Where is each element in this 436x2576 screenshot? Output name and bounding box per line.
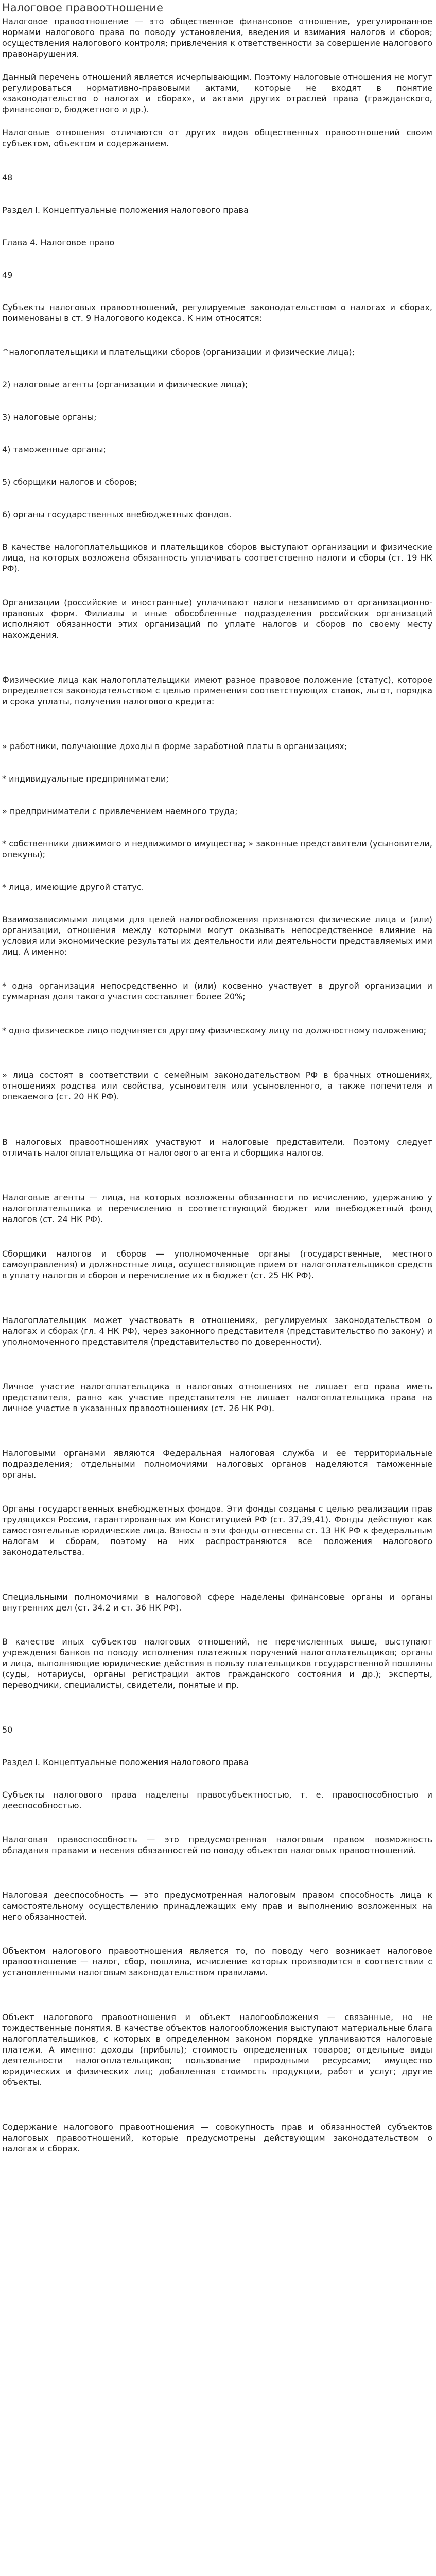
- paragraph: Налогоплательщик может участвовать в отношениях, регулируемых законодательством о налогах и сборах (гл. 4 НК РФ), через законного представителя (представительство по закону) и уполномоченного представителя (представительство по доверенности).: [2, 1315, 432, 1347]
- list-item: 2) налоговые агенты (организации и физические лица);: [2, 380, 248, 389]
- paragraph: В качестве иных субъектов налоговых отношений, не перечисленных выше, выступают учреждения банков по поводу исполнения платежных поручений налогоплательщиков; органы и лица, выполняющие юридические действия в пользу плательщиков государственной пошлины (суды, нотариусы, органы регистрации актов гражданского состояния и др.); эксперты, переводчики, специалисты, свидетели, понятые и пр.: [2, 1637, 432, 1690]
- list-item: * индивидуальные предприниматели;: [2, 774, 169, 784]
- paragraph: Личное участие налогоплательщика в налоговых отношениях не лишает его права иметь представителя, равно как участие представителя не лишает налогоплательщика права на личное участие в указанных правоотношениях (ст. 26 НК РФ).: [2, 1382, 432, 1413]
- paragraph: Объектом налогового правоотношения является то, по поводу чего возникает налоговое правоотношение — налог, сбор, пошлина, исчисление которых производится в соответствии с установленными налоговым законодательством правилами.: [2, 1946, 432, 1977]
- running-header: Раздел I. Концептуальные положения налогового права: [2, 1757, 249, 1767]
- paragraph: Сборщики налогов и сборов — уполномоченные органы (государственные, местного самоуправления) и должностные лица, осуществляющие прием от налогоплательщиков средств в уплату налогов и сборов и перечисление их в бюджет (ст. 25 НК РФ).: [2, 1249, 432, 1280]
- page-number: 49: [2, 270, 13, 280]
- paragraph: Субъекты налоговых правоотношений, регулируемые законодательством о налогах и сборах, поименованы в ст. 9 Налогового кодекса. К ним относятся:: [2, 302, 432, 323]
- list-item: 4) таможенные органы;: [2, 445, 106, 454]
- list-item: 3) налоговые органы;: [2, 412, 97, 422]
- paragraph: Налоговые отношения отличаются от других видов общественных правоотношений своим субъектом, объектом и содержанием.: [2, 128, 432, 148]
- paragraph: Налоговое правоотношение — это общественное финансовое отношение, урегулированное нормами налогового права по поводу установления, введения и взимания налогов и сборов; осуществления налогового контроля; привлечения к ответственности за совершение налогового правонарушения.: [2, 16, 432, 59]
- paragraph: Содержание налогового правоотношения — совокупность прав и обязанностей субъектов налоговых правоотношений, которые предусмотрены действующим законодательством о налогах и сборах.: [2, 2122, 432, 2154]
- paragraph: Взаимозависимыми лицами для целей налогообложения признаются физические лица и (или) организации, отношения между которыми могут оказывать непосредственное влияние на условия или экономические результаты их деятельности или деятельности представляемых ими лиц. А именно:: [2, 914, 432, 957]
- paragraph: В качестве налогоплательщиков и плательщиков сборов выступают организации и физические лица, на которых возложена обязанность уплачивать соответственно налоги и сборы (ст. 19 НК РФ).: [2, 542, 432, 573]
- paragraph: Органы государственных внебюджетных фондов. Эти фонды созданы с целью реализации прав трудящихся России, гарантированных им Конституцией РФ (ст. 37,39,41). Фонды действуют как самостоятельные юридические лица. Взносы в эти фонды отнесены ст. 13 НК РФ к федеральным налогам и сборам, поэтому на них распространяются все положения налогового законодательства.: [2, 1504, 432, 1557]
- paragraph: Данный перечень отношений является исчерпывающим. Поэтому налоговые отношения не могут регулироваться нормативно-правовыми актами, которые не входят в понятие «законодательство о налогах и сборах», и актами других отраслей права (гражданского, финансового, бюджетного и др.).: [2, 72, 432, 114]
- running-header: Глава 4. Налоговое право: [2, 238, 115, 247]
- paragraph: Физические лица как налогоплательщики имеют разное правовое положение (статус), которое определяется законодательством с целью применения соответствующих ставок, льгот, порядка и срока уплаты, получения налогового кредита:: [2, 675, 432, 706]
- paragraph: Субъекты налогового права наделены правосубъектностью, т. е. правоспособностью и дееспособностью.: [2, 1790, 432, 1810]
- list-item: » предприниматели с привлечением наемного труда;: [2, 806, 238, 816]
- paragraph: Налоговые агенты — лица, на которых возложены обязанности по исчислению, удержанию у налогоплательщика и перечислению в соответствующий бюджет или внебюджетный фонд налогов (ст. 24 НК РФ).: [2, 1193, 432, 1224]
- list-item: 6) органы государственных внебюджетных фондов.: [2, 510, 232, 519]
- list-item: * одна организация непосредственно и (или) косвенно участвует в другой организации и суммарная доля такого участия составляет более 20%;: [2, 981, 432, 1002]
- paragraph: Организации (российские и иностранные) уплачивают налоги независимо от организационно-правовых форм. Филиалы и иные обособленные подразделения российских организаций исполняют обязанности этих организаций по уплате налогов и сборов по своему месту нахождения.: [2, 598, 432, 640]
- list-item: 5) сборщики налогов и сборов;: [2, 477, 137, 487]
- list-item: ^налогоплательщики и плательщики сборов (организации и физические лица);: [2, 347, 355, 357]
- list-item: » работники, получающие доходы в форме заработной платы в организациях;: [2, 741, 347, 751]
- paragraph: В налоговых правоотношениях участвуют и налоговые представители. Поэтому следует отличать налогоплательщика от налогового агента и сборщика налогов.: [2, 1137, 432, 1158]
- list-item: * лица, имеющие другой статус.: [2, 882, 144, 892]
- paragraph: Налоговая дееспособность — это предусмотренная налоговым правом способность лица к самостоятельному осуществлению принадлежащих ему прав и выполнению возложенных на него обязанностей.: [2, 1890, 432, 1922]
- page-title: Налоговое правоотношение: [2, 2, 163, 14]
- paragraph: Налоговая правоспособность — это предусмотренная налоговым правом возможность обладания правами и несения обязанностей по поводу объектов налоговых правоотношений.: [2, 1835, 432, 1855]
- list-item: * собственники движимого и недвижимого имущества; » законные представители (усыновители, опекуны);: [2, 839, 432, 859]
- paragraph: Налоговыми органами являются Федеральная налоговая служба и ее территориальные подразделения; отдельными полномочиями налоговых органов наделяются таможенные органы.: [2, 1448, 432, 1480]
- page-number: 48: [2, 173, 13, 182]
- list-item: » лица состоят в соответствии с семейным законодательством РФ в брачных отношениях, отношениях родства или свойства, усыновителя или усыновленного, а также попечителя и опекаемого (ст. 20 НК РФ).: [2, 1070, 432, 1101]
- paragraph: Специальными полномочиями в налоговой сфере наделены финансовые органы и органы внутренних дел (ст. 34.2 и ст. 36 НК РФ).: [2, 1592, 432, 1613]
- paragraph: Объект налогового правоотношения и объект налогообложения — связанные, но не тождественные понятия. В качестве объектов налогообложения выступают материальные блага налогоплательщиков, с которых в определенном законом порядке уплачиваются налоговые платежи. А именно: доходы (прибыль); стоимость определенных товаров; отдельные виды деятельности налогоплательщиков; пользование природными ресурсами; имущество юридических и физических лиц; добавленная стоимость продукции, работ и услуг; другие объекты.: [2, 2012, 432, 2087]
- running-header: Раздел I. Концептуальные положения налогового права: [2, 205, 249, 215]
- page-number: 50: [2, 1725, 13, 1735]
- list-item: * одно физическое лицо подчиняется другому физическому лицу по должностному положению;: [2, 1026, 427, 1036]
